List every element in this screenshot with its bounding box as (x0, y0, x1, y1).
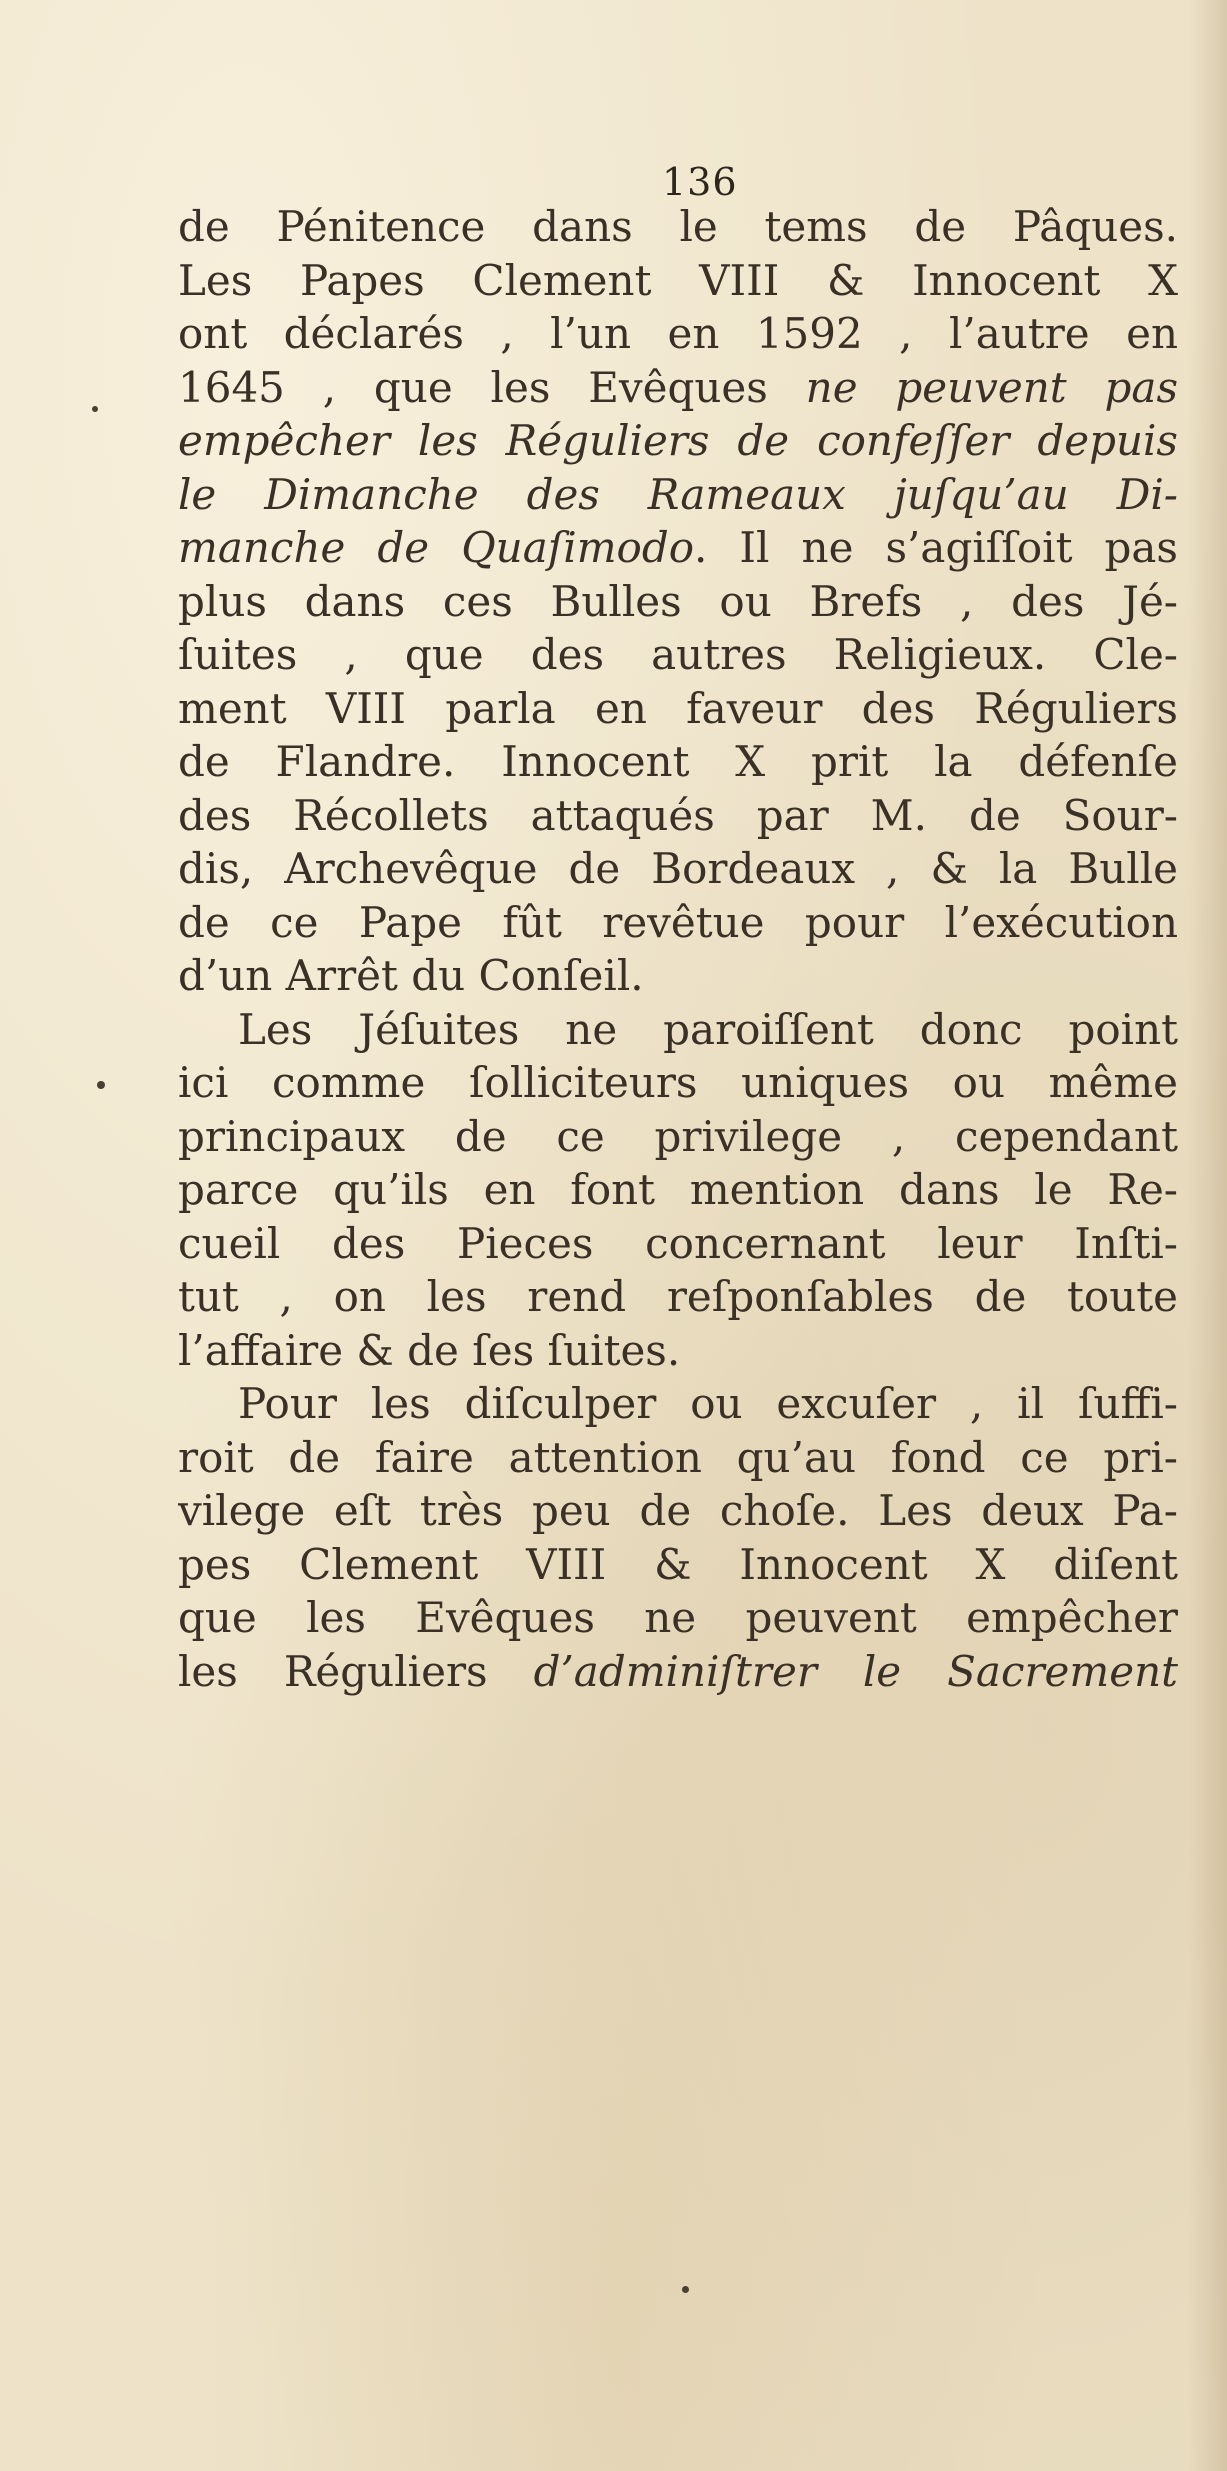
text-line (178, 1431, 1178, 1485)
text-run: roit de faire attention qu’au fond ce pri- (178, 1432, 1178, 1482)
text-run: Les Papes Clement VIII & Innocent X (178, 255, 1178, 305)
text-line (178, 1163, 1178, 1217)
ink-speck (92, 406, 98, 412)
text-line (178, 414, 1178, 468)
text-line (178, 1591, 1178, 1645)
text-run: les Réguliers (178, 1646, 534, 1696)
text-run: principaux de ce privilege , cependant (178, 1111, 1178, 1161)
text-line (178, 468, 1178, 522)
text-run: de ce Pape fût revêtue pour l’exécution (178, 897, 1178, 947)
text-run: des Récollets attaqués par M. de Sour- (178, 790, 1178, 840)
body-text (178, 200, 1178, 1698)
text-line (178, 254, 1178, 308)
text-run: ment VIII parla en faveur des Réguliers (178, 683, 1178, 733)
italic-run: manche de Quaſimodo (178, 523, 695, 572)
text-line (178, 1056, 1178, 1110)
text-run: tut , on les rend reſponſables de toute (178, 1272, 1178, 1321)
text-line (178, 1538, 1178, 1592)
text-line (178, 682, 1178, 736)
text-run: que les Evêques ne peuvent empêcher (178, 1593, 1178, 1642)
text-run: parce qu’ils en font mention dans le Re- (178, 1165, 1178, 1214)
text-run: de Pénitence dans le tems de Pâques. (178, 202, 1178, 251)
text-run: d’un Arrêt du Conſeil. (178, 951, 644, 1000)
ink-speck (682, 2286, 689, 2293)
text-run: 1645 , que les Evêques (178, 362, 806, 412)
italic-run: empêcher les Réguliers de confeſſer depuis (178, 416, 1178, 465)
text-line (178, 361, 1178, 415)
text-line (178, 1645, 1178, 1699)
text-line (178, 1110, 1178, 1164)
italic-run: le Dimanche des Rameaux juſqu’au Di- (178, 469, 1178, 519)
page-edge-shadow (1187, 0, 1227, 2471)
text-line (178, 1270, 1178, 1324)
text-run: ont déclarés , l’un en 1592 , l’autre en (178, 309, 1178, 358)
text-run: de Flandre. Innocent X prit la défenſe (178, 737, 1178, 786)
text-run: plus dans ces Bulles ou Brefs , des Jé- (178, 576, 1178, 626)
text-line (178, 735, 1178, 789)
text-run: dis, Archevêque de Bordeaux , & la Bulle (178, 844, 1178, 893)
text-line (178, 1217, 1178, 1271)
text-run: . Il ne s’agiſſoit pas (694, 523, 1178, 572)
italic-run: d’adminiſtrer le Sacrement (533, 1646, 1178, 1696)
text-line (178, 949, 1178, 1003)
text-line (178, 789, 1178, 843)
text-line (178, 307, 1178, 361)
text-line (178, 200, 1178, 254)
ink-speck (97, 1081, 105, 1089)
text-run: ici comme ſolliciteurs uniques ou même (178, 1058, 1178, 1107)
text-line (178, 1324, 1178, 1378)
text-line (178, 896, 1178, 950)
text-line (178, 628, 1178, 682)
text-run: Pour les diſculper ou excuſer , il ſuffi- (238, 1379, 1178, 1428)
text-line (178, 1003, 1178, 1057)
page-number: 136 (662, 160, 738, 204)
text-line (178, 1377, 1178, 1431)
text-run: ſuites , que des autres Religieux. Cle- (178, 630, 1178, 679)
text-run: cueil des Pieces concernant leur Inſti- (178, 1218, 1178, 1268)
text-line (178, 1484, 1178, 1538)
text-run: pes Clement VIII & Innocent X diſent (178, 1539, 1178, 1589)
text-line (178, 575, 1178, 629)
text-run: Les Jéſuites ne paroiſſent donc point (238, 1004, 1178, 1054)
text-line (178, 521, 1178, 575)
italic-run: ne peuvent pas (805, 362, 1178, 412)
text-run: l’affaire & de ſes ſuites. (178, 1325, 681, 1375)
text-run: vilege eſt très peu de choſe. Les deux Pa- (178, 1486, 1178, 1535)
text-line (178, 842, 1178, 896)
